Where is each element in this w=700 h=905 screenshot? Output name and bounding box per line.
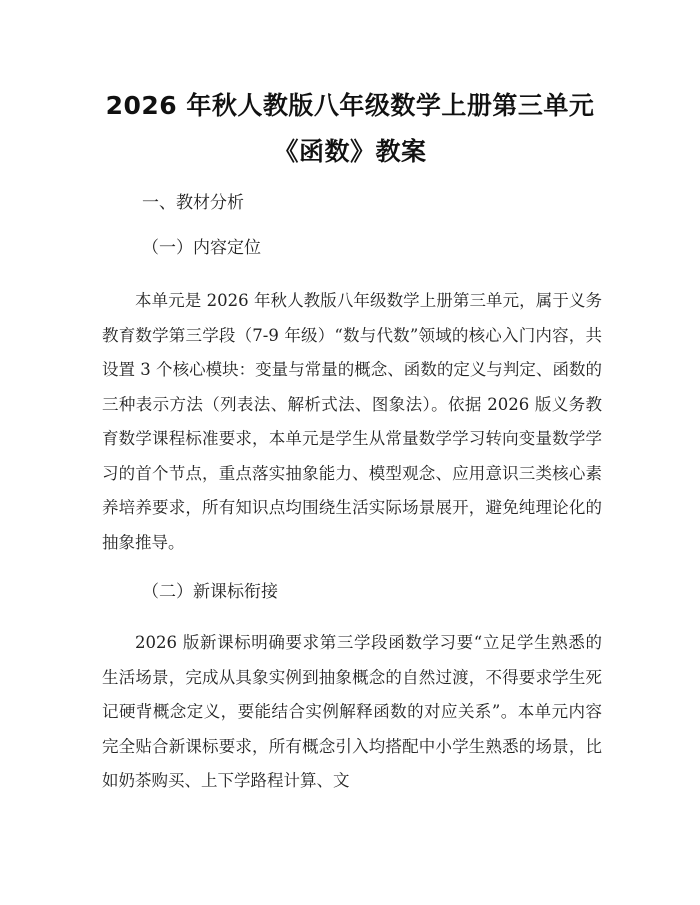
document-title-line-2: 《函数》教案 (273, 137, 427, 166)
paragraph-content-positioning: 本单元是 2026 年秋人教版八年级数学上册第三单元，属于义务教育数学第三学段（7-9 年级）“数与代数”领域的核心入门内容，共设置 3 个核心模块：变量与常量的概念、函数的定义与判定、函数的三种表示方法（列表法、解析式法、图象法）。依据 2026 版义务教育数学课程标准要求，本单元是学生从常量数学学习转向变量数学学习的首个节点，重点落实抽象能力、模型观念、应用意识三类核心素养培养要求，所有知识点均围绕生活实际场景展开，避免纯理论化的抽象推导。 (102, 291, 602, 552)
subsection-heading-content-positioning: （一）内容定位 (142, 238, 261, 258)
subsection-heading-curriculum-connection: （二）新课标衔接 (142, 582, 278, 602)
paragraph-curriculum-connection: 2026 版新课标明确要求第三学段函数学习要“立足学生熟悉的生活场景，完成从具象实例到抽象概念的自然过渡，不得要求学生死记硬背概念定义，要能结合实例解释函数的对应关系”。本单元内容完全贴合新课标要求，所有概念引入均搭配中小学生熟悉的场景，比如奶茶购买、上下学路程计算、文 (102, 633, 602, 790)
section-heading-textbook-analysis: 一、教材分析 (142, 193, 244, 213)
document-title-line-1: 2026 年秋人教版八年级数学上册第三单元 (105, 91, 595, 120)
